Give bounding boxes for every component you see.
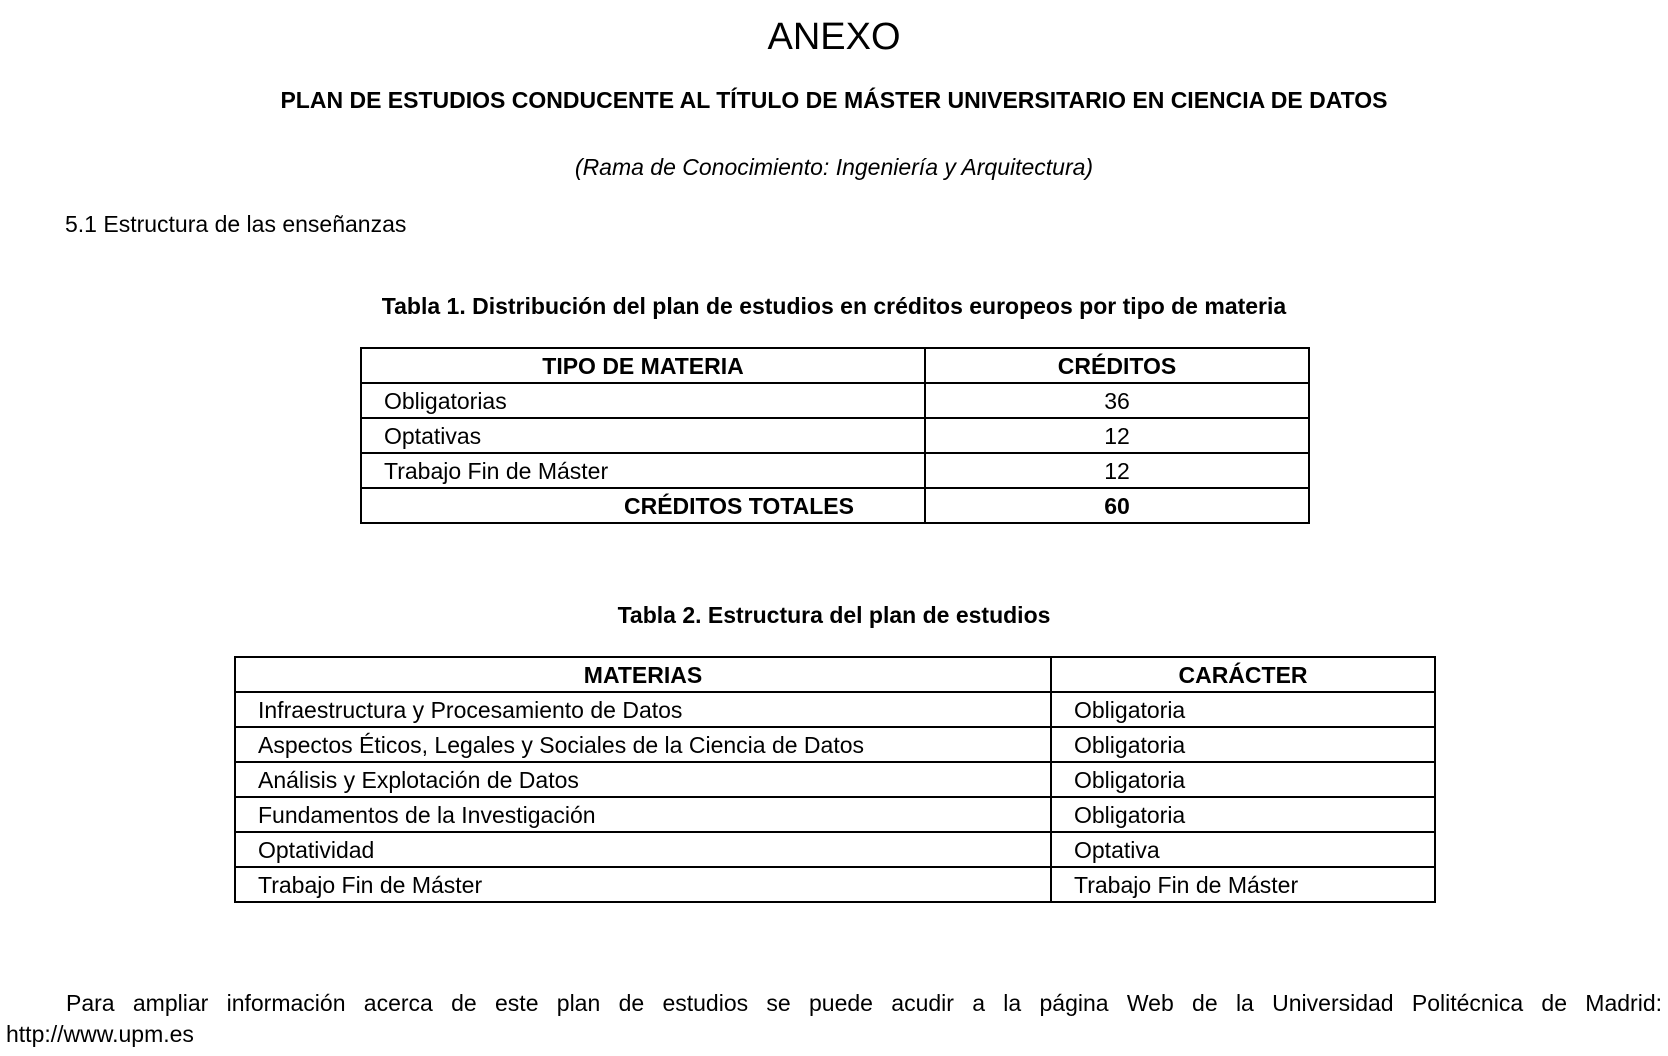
creditos-cell: 36: [925, 383, 1309, 418]
creditos-cell: 12: [925, 453, 1309, 488]
total-value: 60: [925, 488, 1309, 523]
materia-cell: Aspectos Éticos, Legales y Sociales de la Ciencia de Datos: [235, 727, 1051, 762]
materia-cell: Optatividad: [235, 832, 1051, 867]
materia-cell: Trabajo Fin de Máster: [235, 867, 1051, 902]
section-heading: 5.1 Estructura de las enseñanzas: [65, 211, 407, 237]
header-creditos: CRÉDITOS: [925, 348, 1309, 383]
footer-text: Para ampliar información acerca de este plan de estudios se puede acudir a la página Web de la Universidad Politécnica de Madrid:: [66, 990, 1662, 1016]
credits-table: [360, 347, 1310, 524]
table-row: [235, 832, 1435, 867]
table2-caption: Tabla 2. Estructura del plan de estudios: [617, 602, 1051, 628]
table-row: [235, 797, 1435, 832]
caracter-cell: Trabajo Fin de Máster: [1051, 867, 1435, 902]
structure-table: [234, 656, 1436, 903]
footer-paragraph: [6, 988, 1662, 1019]
table-row: [235, 727, 1435, 762]
table-row: [235, 762, 1435, 797]
table1-caption: Tabla 1. Distribución del plan de estudios en créditos europeos por tipo de materia: [381, 293, 1287, 319]
knowledge-branch: (Rama de Conocimiento: Ingeniería y Arquitectura): [574, 154, 1094, 180]
materia-cell: Análisis y Explotación de Datos: [235, 762, 1051, 797]
table-row: [361, 383, 1309, 418]
caracter-cell: Obligatoria: [1051, 727, 1435, 762]
header-tipo-materia: TIPO DE MATERIA: [361, 348, 925, 383]
annex-title: ANEXO: [767, 16, 901, 58]
caracter-cell: Obligatoria: [1051, 797, 1435, 832]
table-row: [235, 867, 1435, 902]
caracter-cell: Optativa: [1051, 832, 1435, 867]
caracter-cell: Obligatoria: [1051, 692, 1435, 727]
tipo-cell: Optativas: [361, 418, 925, 453]
tipo-cell: Obligatorias: [361, 383, 925, 418]
table-row: [361, 453, 1309, 488]
materia-cell: Fundamentos de la Investigación: [235, 797, 1051, 832]
table-header-row: [361, 348, 1309, 383]
tipo-cell: Trabajo Fin de Máster: [361, 453, 925, 488]
table-header-row: [235, 657, 1435, 692]
table-row: [361, 418, 1309, 453]
total-row: [361, 488, 1309, 523]
footer-url[interactable]: http://www.upm.es: [6, 1021, 194, 1047]
header-caracter: CARÁCTER: [1051, 657, 1435, 692]
plan-title: PLAN DE ESTUDIOS CONDUCENTE AL TÍTULO DE MÁSTER UNIVERSITARIO EN CIENCIA DE DATOS: [280, 87, 1388, 113]
creditos-cell: 12: [925, 418, 1309, 453]
caracter-cell: Obligatoria: [1051, 762, 1435, 797]
materia-cell: Infraestructura y Procesamiento de Datos: [235, 692, 1051, 727]
header-materias: MATERIAS: [235, 657, 1051, 692]
total-label: CRÉDITOS TOTALES: [361, 488, 925, 523]
table-row: [235, 692, 1435, 727]
